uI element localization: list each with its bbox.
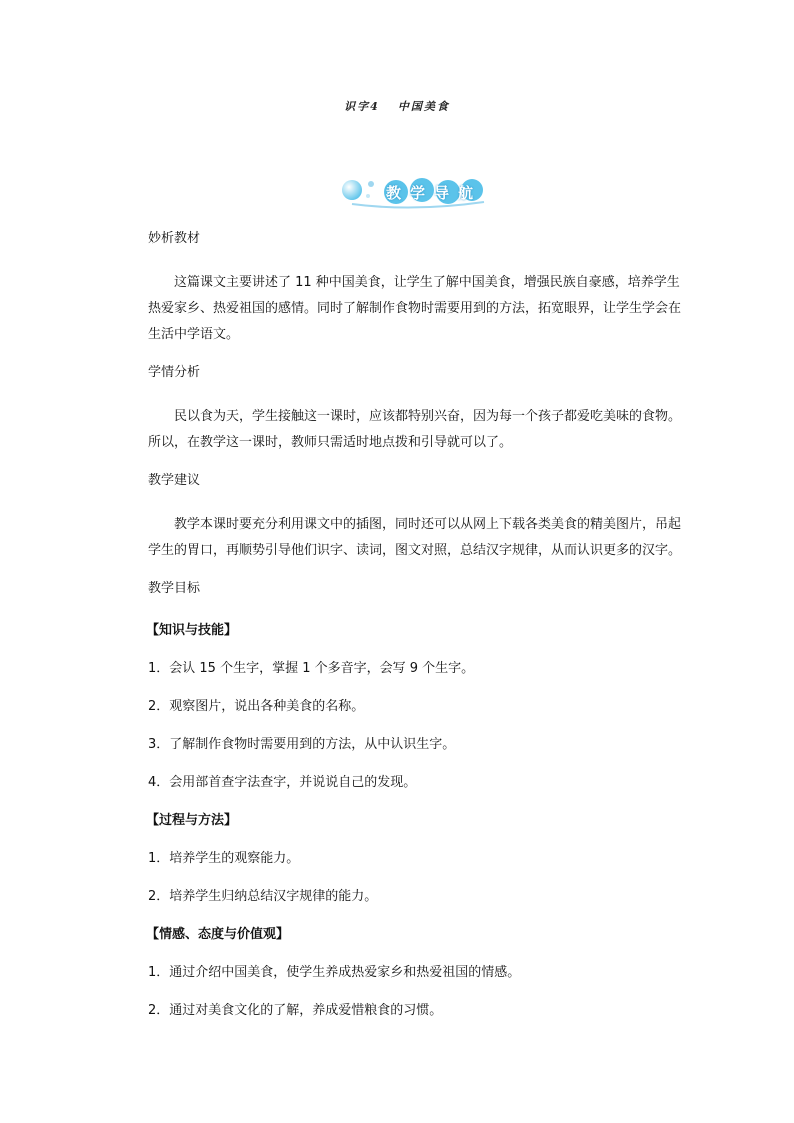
emotion-item: 2．通过对美食文化的了解，养成爱惜粮食的习惯。 [148,1003,443,1018]
goals-heading: 教学目标 [148,581,201,596]
knowledge-item: 2．观察图片，说出各种美食的名称。 [148,699,365,714]
process-item: 2．培养学生归纳总结汉字规律的能力。 [148,889,378,904]
emotion-heading: 【情感、态度与价值观】 [146,927,290,942]
process-item: 1．培养学生的观察能力。 [148,851,300,866]
suggestion-heading: 教学建议 [148,473,201,488]
main-content [148,228,682,1038]
page-header [0,98,794,114]
knowledge-item: 1．会认 15 个生字，掌握 1 个多音字，会写 9 个生字。 [148,661,475,676]
banner-label: 教学导航 [386,184,483,202]
process-heading: 【过程与方法】 [146,813,238,828]
suggestion-paragraph: 教学本课时要充分利用课文中的插图，同时还可以从网上下载各类美食的精美图片，吊起学生的胃口，再顺势引导他们识字、读词，图文对照，总结汉字规律，从而认识更多的汉字。 [148,517,682,558]
emotion-item: 1．通过介绍中国美食，使学生养成热爱家乡和热爱祖国的情感。 [148,965,521,980]
lesson-title: 中国美食 [397,100,450,113]
learning-paragraph: 民以食为天，学生接触这一课时，应该都特别兴奋，因为每一个孩子都爱吃美味的食物。所以，在教学这一课时，教师只需适时地点拨和引导就可以了。 [148,409,682,450]
analysis-heading: 妙析教材 [148,231,201,246]
analysis-paragraph: 这篇课文主要讲述了 11 种中国美食，让学生了解中国美食，增强民族自豪感，培养学生热爱家乡、热爱祖国的感情。同时了解制作食物时需要用到的方法，拓宽眼界，让学生学会在生活中学语文。 [148,275,682,342]
knowledge-heading: 【知识与技能】 [146,623,238,638]
lesson-number: 识字4 [344,100,380,113]
teaching-guide-banner [338,172,488,212]
knowledge-item: 4．会用部首查字法查字，并说说自己的发现。 [148,775,417,790]
knowledge-item: 3．了解制作食物时需要用到的方法，从中认识生字。 [148,737,456,752]
learning-heading: 学情分析 [148,365,201,380]
